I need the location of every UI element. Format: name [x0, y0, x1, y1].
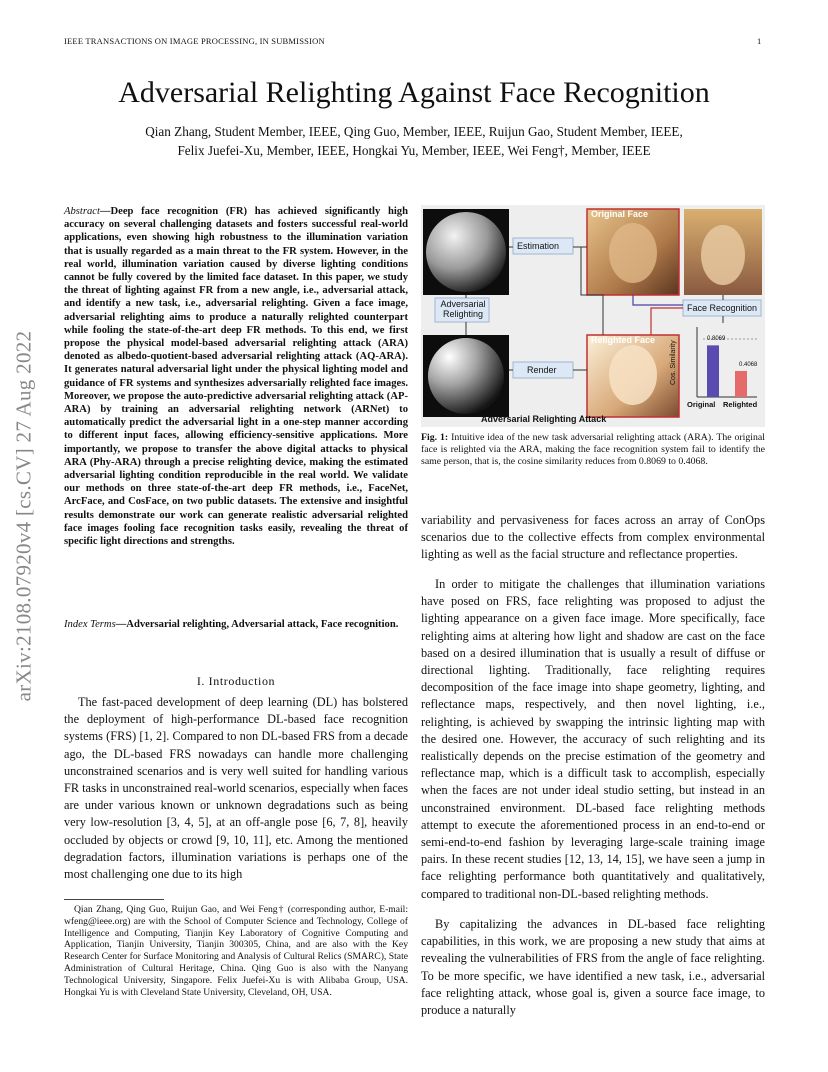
- footnote-rule: [64, 899, 164, 900]
- abstract-text: —Deep face recognition (FR) has achieved significantly high accuracy on several challenging datasets and fosters successful real-world applications, even showing high robustness to the illumination variation that is usually regarded as a main threat to the FR system. However, in the real world, illumination variation caused by diverse lighting conditions cannot be fully covered by the limited face dataset. In this paper, we study the threat of lighting against FR from a new angle, i.e., adversarial attack, and identify a new task, i.e., adversarial relighting. Given a face image, adversarial relighting aims to produce a naturally relighted counterpart while fooling the state-of-the-art deep FR methods. To this end, we first propose the physical model-based adversarial relighting attack (ARA) denoted as albedo-quotient-based adversarial relighting attack (AQ-ARA). It generates natural adversarial light under the physical lighting model and guidance of FR systems and synthesizes adversarially relighted face images. Moreover, we propose the auto-predictive adversarial relighting attack (AP-ARA) by training an adversarial relighting network (ARNet) to automatically predict the adversarial light in a one-step manner according to different input faces, allowing efficiency-sensitive applications. More importantly, we propose to transfer the above digital attacks to physical ARA (Phy-ARA) through a precise relighting device, making the estimated adversarial lighting condition reproducible in the real world. We validate our methods on three state-of-the-art deep FR methods, i.e., FaceNet, ArcFace, and CosFace, on two public datasets. The extensive and insightful results demonstrate our work can generate realistic adversarial relighted face images fooling face recognition tasks easily, revealing the threat of specific light directions and strengths.: [64, 206, 408, 548]
- render-label: Render: [527, 365, 557, 375]
- footnote: Qian Zhang, Qing Guo, Ruijun Gao, and Wei Feng† (corresponding author, E-mail: wfeng@ieee.org) are with the School of Computer Science and Technology, College of Intelligence and Computing, Tianjin Key Laboratory of Cognitive Computing and Application, Tianjin University, Tianjin 300305, China, and are also with the Key Research Center for Surface Monitoring and Analysis of Cultural Relics (SMARC), State Administration of Cultural Heritage, China. Qing Guo is also with the Nanyang Technological University, Singapore. Felix Juefei-Xu is with Alibaba Group, USA. Hongkai Yu is with Cleveland State University, Cleveland, OH, USA.: [64, 904, 408, 998]
- adversarial-relighting-label: Adversarial Relighting: [440, 299, 486, 319]
- section-heading: I. Introduction: [196, 674, 276, 688]
- arxiv-stamp: arXiv:2108.07920v4 [cs.CV] 27 Aug 2022: [11, 330, 36, 702]
- figure-caption: [421, 432, 765, 469]
- author-list: [70, 122, 758, 160]
- estimation-label: Estimation: [517, 241, 560, 251]
- caption-label: Fig. 1:: [421, 432, 449, 443]
- value-original: 0.8069: [707, 336, 726, 343]
- value-relighted: 0.4068: [739, 361, 758, 368]
- relighted-face-shape: [609, 345, 657, 405]
- target-face-shape: [701, 225, 745, 285]
- relighted-face-label: Relighted Face: [591, 335, 656, 345]
- figure-1: [421, 205, 765, 427]
- adversarial-light-sphere: [428, 338, 504, 414]
- original-face-label: Original Face: [591, 209, 649, 219]
- abstract-lead: Abstract: [64, 206, 100, 217]
- running-header: IEEE TRANSACTIONS ON IMAGE PROCESSING, IN SUBMISSION: [64, 36, 325, 46]
- index-terms-lead: Index Terms: [64, 619, 116, 630]
- author-line-1: Qian Zhang, Student Member, IEEE, Qing Guo, Member, IEEE, Ruijun Gao, Student Member, IEEE,: [145, 124, 683, 139]
- bar-original: [707, 345, 719, 397]
- intro-paragraph-left: The fast-paced development of deep learning (DL) has bolstered the deployment of high-performance DL-based face recognition systems (FRS) [1, 2]. Compared to non DL-based FRS from a decade ago, the DL-based FRS nowadays can handle more challenging unconstrained scenarios and is very well suited for handling various FR tasks in unconstrained real-world scenarios, especially when faces are under various known or unknown degradations such as being very low-resolution [3, 4, 5], at an off-angle pose [6, 7, 8], heavily occluded by objects or crowd [9, 10, 11], etc. Among the mentioned degradation factors, illumination variations is perhaps one of the most challenging one due to its high: [64, 695, 408, 882]
- paragraph-right-2: In order to mitigate the challenges that illumination variations have posed on FRS, face relighting was proposed to adjust the lighting appearance on a given face image. More specifically, face relighting aims at altering how light and shadow are cast on the face based on a desired illumination that is usually a result of diffuse or directional lighting. Traditionally, face relighting requires decomposition of the face image into shape geometry, lighting, and reflectance maps, respectively, and then novel lighting, i.e., relighting, is achieved by swapping the intrinsic lighting map with the desired one. However, the accuracy of such relighting and its realistically depends on the precise estimation of the geometry and reflectance map, which is a difficult task to accomplish, especially when the faces are not under ideal studio setting, but instead in an unconstrained environment. DL-based face relighting methods attempt to execute the aforementioned process in an end-to-end or semi-end-to-end fashion by leveraging large-scale training image pairs. In these recent studies [12, 13, 14, 15], we have seen a jump in face relighting performance both quantitatively and qualitatively, compared to traditional non-DL-based relighting methods.: [421, 577, 765, 901]
- x-tick-original: Original: [687, 400, 716, 409]
- caption-text: Intuitive idea of the new task adversarial relighting attack (ARA). The original face is relighted via the ARA, making the face recognition system fail to identify the same person, that is, the cosine similarity reduces from 0.8069 to 0.4068.: [421, 432, 765, 468]
- author-line-2: Felix Juefei-Xu, Member, IEEE, Hongkai Yu, Member, IEEE, Wei Feng†, Member, IEEE: [177, 143, 651, 158]
- index-terms: [64, 618, 408, 631]
- x-tick-relighted: Relighted: [723, 400, 758, 409]
- paragraph-right-1: variability and pervasiveness for faces across an array of ConOps scenarios due to the collective effects from complex environmental lighting as well as the facial structure and reflectance properties.: [421, 513, 765, 562]
- index-terms-text: —Adversarial relighting, Adversarial attack, Face recognition.: [115, 619, 399, 630]
- cos-similarity-label: Cos. Similarity: [670, 340, 677, 385]
- bar-relighted: [735, 371, 747, 397]
- abstract: [64, 205, 408, 548]
- face-recognition-label: Face Recognition: [687, 303, 758, 313]
- page-number: 1: [757, 36, 762, 46]
- original-face-shape: [609, 223, 657, 283]
- paper-title: Adversarial Relighting Against Face Recognition: [118, 76, 710, 109]
- paragraph-right-3: By capitalizing the advances in DL-based face relighting capabilities, in this work, we are proposing a new study that aims at revealing the vulnerabilities of FRS from the angle of face relighting. To be more specific, we have identified a new task, i.e., adversarial face relighting attack, whose goal is, given a source face image, to produce a naturally: [421, 917, 765, 1018]
- estimated-light-sphere: [426, 212, 506, 292]
- figure-bottom-label: Adversarial Relighting Attack: [481, 414, 607, 424]
